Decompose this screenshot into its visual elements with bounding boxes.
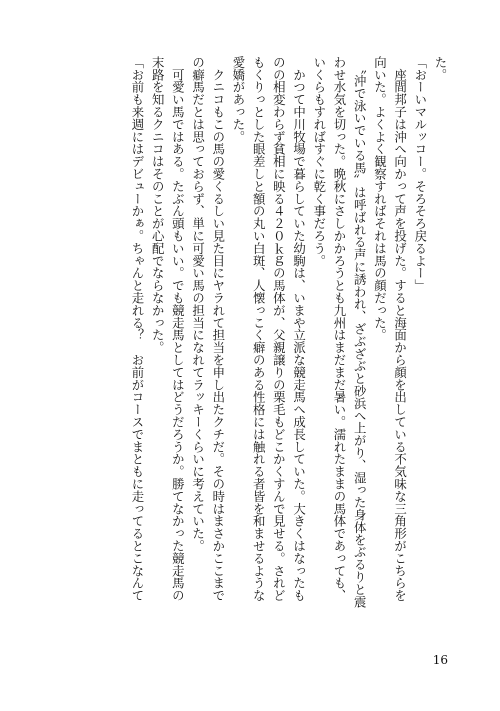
text-line: かつて中川牧場で暮らしていた幼駒は、いまや立派な競走馬へ成長していた。大きくはなったも xyxy=(291,56,307,602)
text-line: いくらもすればすぐに乾く事だろう。 xyxy=(311,56,327,267)
text-line: わせ水気を切った。晩秋にさしかかろうとも九州はまだまだ暑い。濡れたままの馬体であっても、 xyxy=(331,56,347,602)
text-line: 可愛い馬ではある。たぶん頭もいい。でも競走馬としてはどうだろうか。勝てなかった競走馬の xyxy=(170,56,186,602)
text-line: 「おーいマルッコー。そろそろ戻るよー」 xyxy=(412,56,428,292)
text-line: 末路を知るクニコはそのことが心配でならなかった。 xyxy=(150,56,166,354)
text-line: 愛嬌があった。 xyxy=(230,56,246,143)
text-line: 座間邦子は沖へ向かって声を投げた。すると海面から顔を出している不気味な三角形がこちらを xyxy=(392,56,408,602)
page-number: 16 xyxy=(432,653,448,667)
text-line: 「お前も来週にはデビューかぁ。ちゃんと走れる？ お前がコースでまともに走ってるとこなんて xyxy=(129,56,145,602)
vertical-text-body xyxy=(45,56,450,646)
text-line: 〝沖で泳いでいる馬〟は呼ばれる声に誘われ、ざぶざぶと砂浜へ上がり、湿った身体をぶるりと震 xyxy=(352,56,368,608)
text-line: のの相変わらず貧相に映る４２０ｋｇの馬体が、父親譲りの栗毛もどこかくすんで見せる。されど xyxy=(271,56,287,602)
text-line: た。 xyxy=(433,56,448,81)
text-line: クニコもこの馬の愛くるしい見た目にヤラれて担当を申し出たクチだ。その時はまさかここまで xyxy=(210,56,226,602)
text-line: 向いた。よくよく観察すればそれは馬の顔だった。 xyxy=(372,56,388,342)
text-line: もくりっとした眼差しと額の丸い白斑、人懐っこく癖のある性格には触れる者皆を和ませるような xyxy=(251,56,267,602)
text-line: の癖馬だとは思っておらず、単に可愛い馬の担当になれてラッキーくらいに考えていた。 xyxy=(190,56,206,552)
